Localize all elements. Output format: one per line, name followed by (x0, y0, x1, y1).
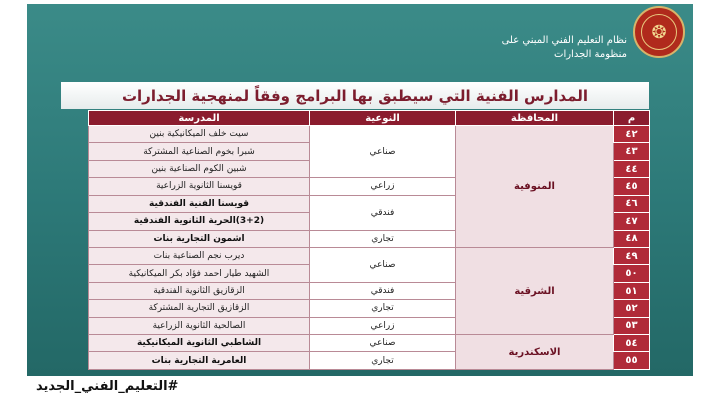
ministry-line-2: منظومة الجدارات (554, 49, 627, 60)
column-header-school: المدرسة (89, 111, 310, 126)
ministry-line-1: نظام التعليم الفني المبني على (501, 35, 627, 46)
row-number: ٤٥ (614, 178, 650, 195)
type-cell: زراعي (310, 178, 456, 195)
row-number: ٤٨ (614, 230, 650, 247)
type-cell: تجاري (310, 230, 456, 247)
row-number: ٤٩ (614, 247, 650, 264)
row-number: ٥٠ (614, 265, 650, 282)
ministry-emblem-icon (633, 6, 685, 58)
hashtag-caption: #التعليم_الفني_الجديد (36, 379, 179, 394)
type-cell: فندقي (310, 195, 456, 230)
school-cell: اشمون التجارية بنات (89, 230, 310, 247)
school-cell: شبين الكوم الصناعية بنين (89, 160, 310, 177)
row-number: ٤٤ (614, 160, 650, 177)
row-number: ٥٢ (614, 300, 650, 317)
school-cell: سيت خلف الميكانيكية بنين (89, 126, 310, 143)
row-number: ٥٤ (614, 335, 650, 352)
row-number: ٤٧ (614, 213, 650, 230)
school-cell: الصالحية الثانوية الزراعية (89, 317, 310, 334)
column-header-number: م (614, 111, 650, 126)
row-number: ٥٥ (614, 352, 650, 370)
school-cell: قويسنا الفنية الفندقية (89, 195, 310, 212)
type-cell: صناعي (310, 335, 456, 352)
type-cell: صناعي (310, 247, 456, 282)
type-cell: زراعي (310, 317, 456, 334)
table-header-row (89, 111, 650, 126)
type-cell: صناعي (310, 126, 456, 178)
school-cell: شبرا بخوم الصناعية المشتركة (89, 143, 310, 160)
school-cell: الزقازيق التجارية المشتركة (89, 300, 310, 317)
type-cell: تجاري (310, 300, 456, 317)
type-cell: فندقي (310, 282, 456, 299)
governorate-cell: الاسكندرية (456, 335, 614, 370)
governorate-cell: الشرقية (456, 247, 614, 334)
governorate-cell: المنوفية (456, 126, 614, 248)
table-row (89, 335, 650, 352)
row-number: ٥١ (614, 282, 650, 299)
row-number: ٤٢ (614, 126, 650, 143)
column-header-type: النوعية (310, 111, 456, 126)
table-row (89, 126, 650, 143)
row-number: ٤٦ (614, 195, 650, 212)
school-cell: الشاطبي الثانوية الميكانيكية (89, 335, 310, 352)
school-cell: قويسنا الثانوية الزراعية (89, 178, 310, 195)
eagle-icon: ❂ (641, 14, 677, 50)
school-cell: الشهيد طيار احمد فؤاد بكر الميكانيكية (89, 265, 310, 282)
type-cell: تجاري (310, 352, 456, 370)
school-cell: العامرية التجارية بنات (89, 352, 310, 370)
school-cell: الزقازيق الثانوية الفندقية (89, 282, 310, 299)
column-header-governorate: المحافظة (456, 111, 614, 126)
row-number: ٤٣ (614, 143, 650, 160)
ministry-caption (437, 34, 627, 62)
table-row (89, 247, 650, 264)
school-cell: ديرب نجم الصناعية بنات (89, 247, 310, 264)
slide-background (27, 4, 693, 376)
row-number: ٥٣ (614, 317, 650, 334)
page-title: المدارس الفنية التي سيطبق بها البرامج وفقاً لمنهجية الجدارات (121, 86, 589, 105)
schools-table (88, 110, 649, 370)
title-band (61, 82, 649, 109)
school-cell: (3+2)الحرية الثانوية الفندقية (89, 213, 310, 230)
